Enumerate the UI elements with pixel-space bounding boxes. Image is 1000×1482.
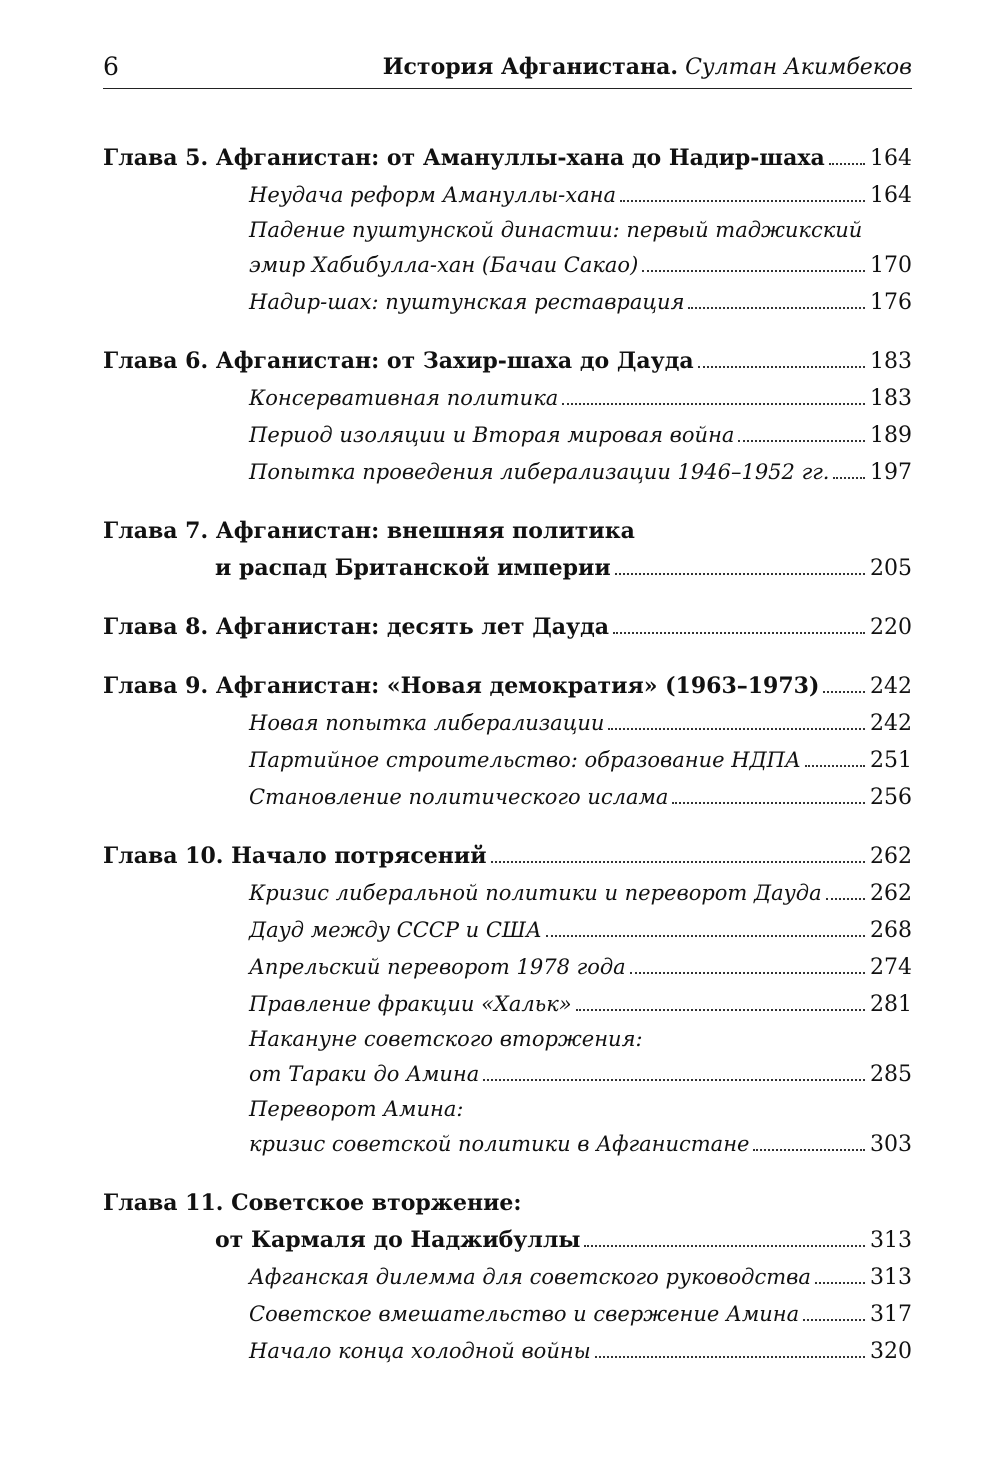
page-number: 6 — [103, 52, 119, 81]
section-title: Консервативная политика — [249, 386, 559, 410]
toc-chapter — [103, 343, 912, 491]
page-ref: 242 — [870, 674, 912, 699]
toc-section-line-continued — [103, 1023, 912, 1056]
toc-section-line-continued — [103, 214, 912, 247]
section-title: кризис советской политики в Афганистане — [249, 1132, 750, 1156]
toc-chapter-line[interactable] — [103, 550, 912, 587]
page-ref: 189 — [870, 423, 912, 448]
toc-section-line[interactable] — [103, 986, 912, 1023]
chapter-title: Глава 10. Начало потрясений — [103, 843, 487, 869]
dot-leader — [576, 1009, 865, 1011]
dot-leader — [688, 307, 865, 309]
toc-section-line-continued — [103, 1093, 912, 1126]
dot-leader — [823, 691, 865, 693]
dot-leader — [753, 1149, 865, 1151]
section-title-line1: Падение пуштунской династии: первый таджикский — [249, 218, 863, 242]
chapter-title: Глава 8. Афганистан: десять лет Дауда — [103, 614, 610, 640]
toc-section-line[interactable] — [103, 742, 912, 779]
toc-chapter-line[interactable] — [103, 609, 912, 646]
page-ref: 320 — [870, 1339, 912, 1364]
toc-section-line[interactable] — [103, 1126, 912, 1163]
toc-chapter-line[interactable] — [103, 140, 912, 177]
dot-leader — [630, 972, 865, 974]
dot-leader — [615, 573, 865, 575]
dot-leader — [833, 477, 865, 479]
chapter-title-line1: Глава 7. Афганистан: внешняя политика — [103, 518, 635, 544]
chapter-title: Глава 5. Афганистан: от Амануллы-хана до Надир-шаха — [103, 145, 825, 171]
section-title: Афганская дилемма для советского руководства — [249, 1265, 811, 1289]
dot-leader — [584, 1245, 865, 1247]
table-of-contents — [103, 140, 912, 1392]
section-title: Партийное строительство: образование НДПА — [249, 748, 801, 772]
toc-section-line[interactable] — [103, 949, 912, 986]
toc-section-line[interactable] — [103, 417, 912, 454]
toc-chapter — [103, 140, 912, 321]
book-title: История Афганистана. — [382, 54, 679, 80]
dot-leader — [595, 1356, 865, 1358]
toc-chapter — [103, 513, 912, 587]
toc-chapter — [103, 609, 912, 646]
dot-leader — [698, 366, 865, 368]
dot-leader — [803, 1319, 865, 1321]
page-ref: 176 — [870, 290, 912, 315]
toc-section-line[interactable] — [103, 912, 912, 949]
page-ref: 164 — [870, 146, 912, 171]
dot-leader — [738, 440, 865, 442]
section-title-line1: Накануне советского вторжения: — [249, 1027, 643, 1051]
toc-chapter-line[interactable] — [103, 668, 912, 705]
page-ref: 183 — [870, 386, 912, 411]
dot-leader — [491, 861, 865, 863]
toc-chapter-line[interactable] — [103, 838, 912, 875]
toc-chapter — [103, 838, 912, 1163]
page-ref: 285 — [870, 1062, 912, 1087]
page-ref: 183 — [870, 349, 912, 374]
toc-section-line[interactable] — [103, 705, 912, 742]
chapter-title: Глава 9. Афганистан: «Новая демократия» (1963–1973) — [103, 673, 820, 699]
section-title: Кризис либеральной политики и переворот Дауда — [249, 881, 822, 905]
toc-chapter-line[interactable] — [103, 343, 912, 380]
section-title: Надир-шах: пуштунская реставрация — [249, 290, 685, 314]
section-title: Неудача реформ Амануллы-хана — [249, 183, 616, 207]
section-title: от Тараки до Амина — [249, 1062, 480, 1086]
page-ref: 242 — [870, 711, 912, 736]
section-title: Апрельский переворот 1978 года — [249, 955, 626, 979]
page-ref: 205 — [870, 556, 912, 581]
page-ref: 262 — [870, 881, 912, 906]
dot-leader — [613, 632, 865, 634]
chapter-title: и распад Британской империи — [215, 555, 611, 581]
dot-leader — [608, 728, 865, 730]
page-ref: 164 — [870, 183, 912, 208]
section-title: Правление фракции «Хальк» — [249, 992, 572, 1016]
page-ref: 281 — [870, 992, 912, 1017]
toc-section-line[interactable] — [103, 875, 912, 912]
dot-leader — [483, 1079, 865, 1081]
toc-section-line[interactable] — [103, 177, 912, 214]
page-ref: 274 — [870, 955, 912, 980]
section-title: Период изоляции и Вторая мировая война — [249, 423, 735, 447]
toc-section-line[interactable] — [103, 1333, 912, 1370]
page-ref: 170 — [870, 253, 912, 278]
dot-leader — [546, 935, 865, 937]
toc-chapter-line[interactable] — [103, 1222, 912, 1259]
toc-chapter — [103, 668, 912, 816]
section-title: Становление политического ислама — [249, 785, 669, 809]
dot-leader — [642, 270, 865, 272]
dot-leader — [620, 200, 865, 202]
running-head-title — [383, 54, 912, 80]
page-ref: 262 — [870, 844, 912, 869]
page-ref: 220 — [870, 615, 912, 640]
section-title: Советское вмешательство и свержение Амина — [249, 1302, 800, 1326]
toc-chapter-line-continued — [103, 1185, 912, 1222]
toc-chapter — [103, 1185, 912, 1370]
dot-leader — [815, 1282, 865, 1284]
dot-leader — [829, 163, 865, 165]
dot-leader — [562, 403, 865, 405]
dot-leader — [805, 765, 865, 767]
page-ref: 313 — [870, 1228, 912, 1253]
section-title-line1: Переворот Амина: — [249, 1097, 464, 1121]
page-ref: 313 — [870, 1265, 912, 1290]
toc-section-line[interactable] — [103, 454, 912, 491]
page-ref: 268 — [870, 918, 912, 943]
book-author: Султан Акимбеков — [685, 55, 912, 80]
dot-leader — [672, 802, 865, 804]
dot-leader — [826, 898, 865, 900]
section-title: Новая попытка либерализации — [249, 711, 605, 735]
page-ref: 256 — [870, 785, 912, 810]
toc-section-line[interactable] — [103, 1056, 912, 1093]
page-ref: 317 — [870, 1302, 912, 1327]
toc-section-line[interactable] — [103, 380, 912, 417]
section-title: эмир Хабибулла-хан (Бачаи Сакао) — [249, 253, 639, 277]
chapter-title: Глава 6. Афганистан: от Захир-шаха до Дауда — [103, 348, 694, 374]
toc-section-line[interactable] — [103, 247, 912, 284]
chapter-title: от Кармаля до Наджибуллы — [215, 1227, 581, 1253]
toc-section-line[interactable] — [103, 1296, 912, 1333]
toc-chapter-line-continued — [103, 513, 912, 550]
toc-section-line[interactable] — [103, 1259, 912, 1296]
running-header — [103, 52, 912, 89]
page-ref: 197 — [870, 460, 912, 485]
page-ref: 303 — [870, 1132, 912, 1157]
chapter-title-line1: Глава 11. Советское вторжение: — [103, 1190, 522, 1216]
section-title: Попытка проведения либерализации 1946–1952 гг. — [249, 460, 830, 484]
section-title: Дауд между СССР и США — [249, 918, 542, 942]
toc-section-line[interactable] — [103, 284, 912, 321]
page-ref: 251 — [870, 748, 912, 773]
section-title: Начало конца холодной войны — [249, 1339, 591, 1363]
toc-section-line[interactable] — [103, 779, 912, 816]
